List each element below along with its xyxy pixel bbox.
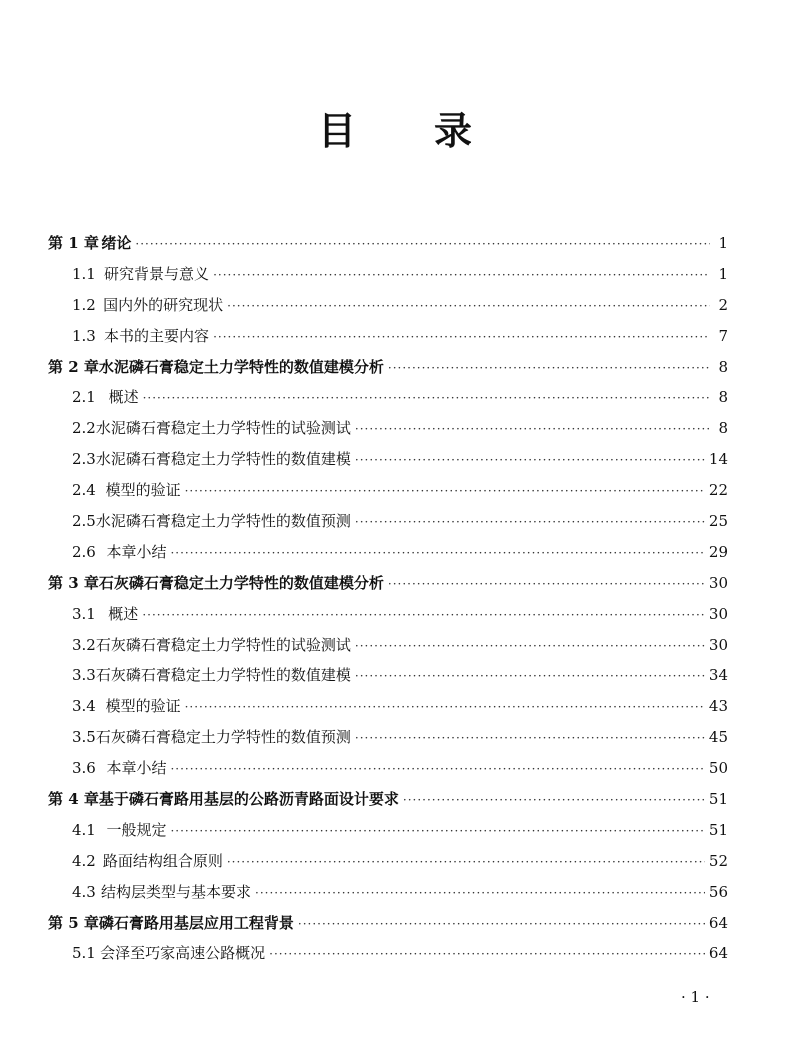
toc-entry-title: 石灰磷石膏稳定土力学特性的数值预测 — [95, 728, 351, 747]
toc-entry-number: 1.2 — [72, 295, 96, 314]
leader-dots — [135, 237, 710, 251]
title-char-2: 录 — [434, 108, 473, 153]
toc-entry-page: 30 — [708, 635, 728, 654]
leader-dots — [213, 330, 710, 344]
leader-dots — [355, 731, 705, 745]
leader-dots — [355, 669, 705, 683]
leader-dots — [403, 793, 705, 807]
toc-entry-title: 水泥磷石膏稳定土力学特性的数值建模 — [95, 450, 351, 469]
toc-entry-title: 水泥磷石膏稳定土力学特性的数值预测 — [95, 512, 351, 531]
toc-chapter-entry — [48, 572, 728, 603]
toc-entry-number: 2.6 — [72, 542, 96, 561]
toc-entry-title: 基于磷石膏路用基层的公路沥青路面设计要求 — [98, 790, 399, 809]
leader-dots — [170, 546, 704, 560]
leader-dots — [227, 855, 705, 869]
leader-dots — [255, 886, 705, 900]
toc-entry-page: 34 — [708, 666, 728, 685]
toc-entry-title: 国内外的研究现状 — [103, 295, 224, 314]
toc-entry-number: 1.1 — [72, 264, 96, 283]
toc-entry-page: 29 — [708, 542, 728, 561]
toc-section-entry — [48, 510, 728, 541]
leader-dots — [143, 391, 710, 405]
toc-entry-title: 结构层类型与基本要求 — [101, 882, 252, 901]
toc-section-entry — [48, 448, 728, 479]
leader-dots — [269, 947, 705, 961]
toc-section-entry — [48, 881, 728, 912]
toc-entry-number: 3.3 — [72, 666, 96, 685]
toc-section-entry — [48, 386, 728, 417]
leader-dots — [227, 299, 710, 313]
page-number: · 1 · — [681, 988, 710, 1006]
toc-section-entry — [48, 603, 728, 634]
leader-dots — [170, 762, 704, 776]
toc-entry-page: 50 — [708, 759, 728, 778]
toc-entry-title: 水泥磷石膏稳定土力学特性的数值建模分析 — [98, 357, 384, 376]
toc-entry-title: 绪论 — [101, 234, 132, 252]
toc-entry-page: 51 — [708, 820, 728, 839]
toc-entry-number: 3.2 — [72, 635, 96, 654]
toc-entry-number: 第 4 章 — [48, 790, 99, 809]
toc-entry-title: 本书的主要内容 — [104, 326, 210, 345]
toc-entry-title: 模型的验证 — [105, 697, 181, 716]
toc-section-entry — [48, 819, 728, 850]
toc-entry-number: 2.2 — [72, 419, 96, 438]
leader-dots — [355, 639, 705, 653]
toc-entry-title: 概述 — [108, 388, 139, 407]
toc-entry-page: 30 — [708, 604, 728, 623]
toc-chapter-entry — [48, 788, 728, 819]
toc-entry-number: 4.3 — [72, 882, 96, 901]
toc-entry-title: 一般规定 — [106, 820, 167, 839]
toc-entry-page: 2 — [718, 295, 728, 314]
toc-entry-page: 64 — [708, 944, 728, 963]
toc-entry-page: 25 — [708, 512, 728, 531]
toc-entry-number: 3.6 — [72, 759, 96, 778]
toc-entry-number: 2.3 — [72, 450, 96, 469]
leader-dots — [142, 608, 705, 622]
toc-section-entry — [48, 942, 728, 973]
toc-entry-page: 52 — [708, 851, 728, 870]
toc-section-entry — [48, 695, 728, 726]
toc-entry-number: 第 5 章 — [48, 913, 99, 932]
toc-section-entry — [48, 757, 728, 788]
toc-section-entry — [48, 664, 728, 695]
leader-dots — [298, 917, 705, 931]
toc-entry-number: 2.1 — [72, 388, 96, 407]
toc-chapter-entry — [48, 232, 728, 263]
toc-entry-page: 7 — [718, 326, 728, 345]
leader-dots — [185, 484, 705, 498]
toc-entry-number: 2.4 — [72, 481, 96, 500]
toc-entry-page: 45 — [708, 728, 728, 747]
toc-entry-number: 第 1 章 — [48, 234, 99, 252]
toc-entry-title: 石灰磷石膏稳定土力学特性的数值建模 — [95, 666, 351, 685]
toc-entry-title: 磷石膏路用基层应用工程背景 — [98, 913, 294, 932]
toc-entry-page: 64 — [708, 913, 728, 932]
toc-section-entry — [48, 263, 728, 294]
toc-entry-number: 3.1 — [72, 604, 96, 623]
toc-entry-number: 4.1 — [72, 820, 96, 839]
toc-section-entry — [48, 541, 728, 572]
toc-entry-page: 14 — [708, 450, 728, 469]
toc-section-entry — [48, 294, 728, 325]
toc-entry-title: 石灰磷石膏稳定土力学特性的试验测试 — [95, 635, 351, 654]
page-title — [0, 100, 790, 155]
leader-dots — [388, 361, 710, 375]
toc-entry-number: 2.5 — [72, 512, 96, 531]
leader-dots — [213, 268, 710, 282]
toc-entry-page: 1 — [718, 234, 728, 252]
toc-entry-number: 1.3 — [72, 326, 96, 345]
toc-entry-page: 8 — [718, 357, 728, 376]
toc-entry-title: 本章小结 — [106, 759, 167, 778]
toc-entry-title: 石灰磷石膏稳定土力学特性的数值建模分析 — [98, 573, 384, 592]
leader-dots — [355, 453, 705, 467]
toc-entry-title: 水泥磷石膏稳定土力学特性的试验测试 — [95, 419, 351, 438]
toc-entry-page: 1 — [718, 264, 728, 283]
toc-section-entry — [48, 850, 728, 881]
toc-entry-title: 概述 — [108, 604, 139, 623]
toc-entry-number: 5.1 — [72, 944, 96, 963]
toc-entry-page: 51 — [708, 790, 728, 809]
toc-entry-page: 43 — [708, 697, 728, 716]
toc-entry-number: 4.2 — [72, 851, 96, 870]
toc-entry-number: 3.4 — [72, 697, 96, 716]
toc-entry-number: 第 3 章 — [48, 573, 99, 592]
toc-entry-title: 模型的验证 — [105, 481, 181, 500]
toc-entry-page: 30 — [708, 573, 728, 592]
toc-entry-number: 第 2 章 — [48, 357, 99, 376]
toc-section-entry — [48, 417, 728, 448]
toc-entry-title: 会泽至巧家高速公路概况 — [100, 944, 266, 963]
leader-dots — [388, 577, 705, 591]
toc-chapter-entry — [48, 356, 728, 387]
toc-entry-number: 3.5 — [72, 728, 96, 747]
toc-section-entry — [48, 479, 728, 510]
leader-dots — [170, 824, 704, 838]
toc-entry-page: 22 — [708, 481, 728, 500]
toc-section-entry — [48, 726, 728, 757]
table-of-contents — [48, 232, 728, 973]
toc-entry-title: 路面结构组合原则 — [102, 851, 223, 870]
leader-dots — [355, 515, 705, 529]
toc-entry-title: 本章小结 — [106, 542, 167, 561]
leader-dots — [185, 700, 705, 714]
toc-entry-page: 56 — [708, 882, 728, 901]
leader-dots — [355, 422, 710, 436]
toc-entry-page: 8 — [718, 388, 728, 407]
title-char-1: 目 — [317, 108, 356, 153]
toc-entry-title: 研究背景与意义 — [104, 264, 210, 283]
toc-entry-page: 8 — [718, 419, 728, 438]
toc-section-entry — [48, 634, 728, 665]
toc-section-entry — [48, 325, 728, 356]
toc-chapter-entry — [48, 912, 728, 943]
